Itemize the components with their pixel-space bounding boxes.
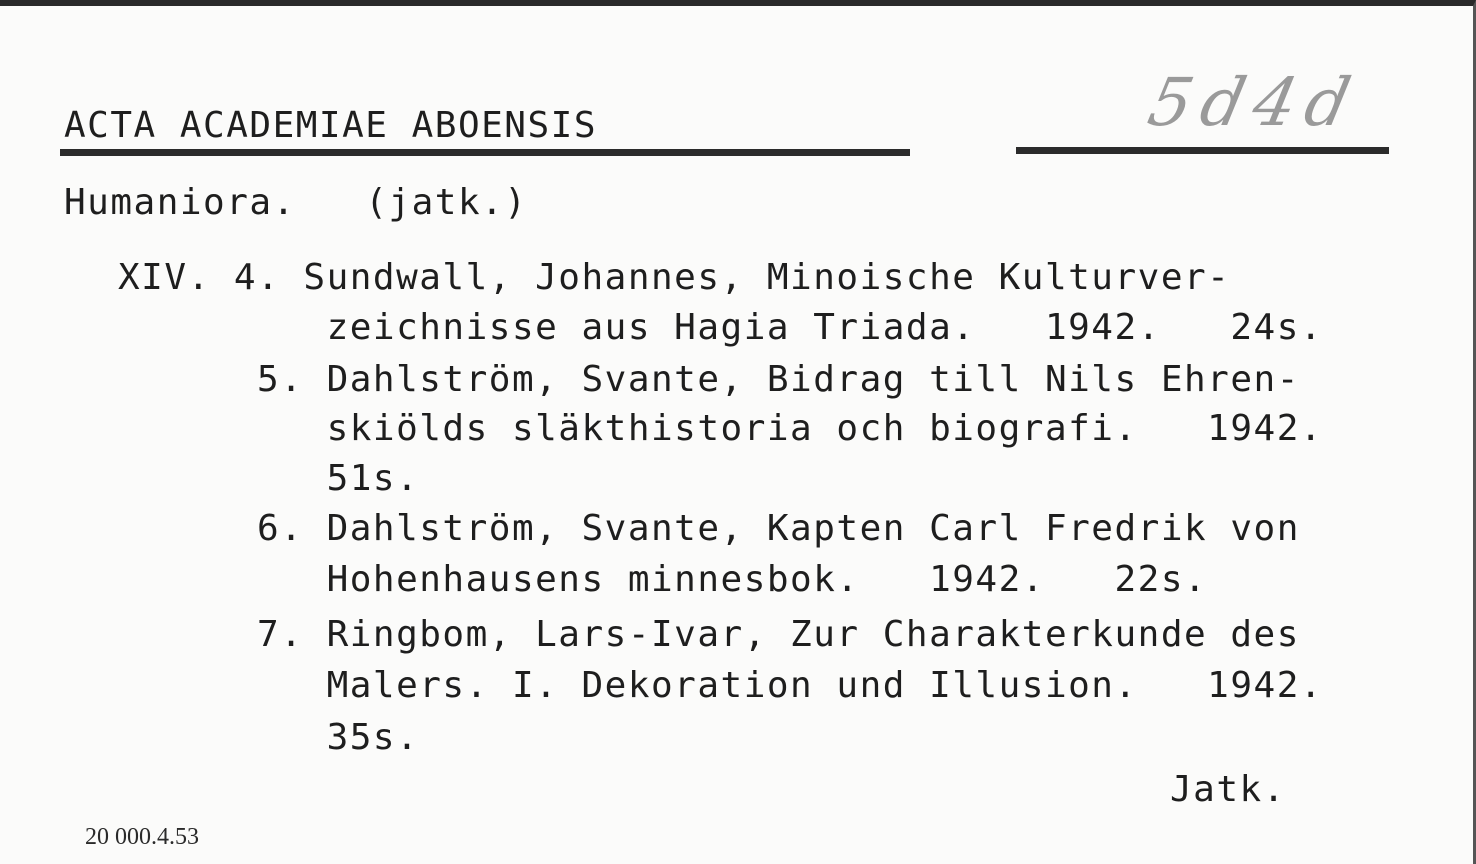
entry-line: XIV. 4. Sundwall, Johannes, Minoische Kulturver- — [118, 257, 1231, 298]
entry-line: 35s. — [118, 717, 420, 758]
entry-line: 6. Dahlström, Svante, Kapten Carl Fredrik von — [118, 508, 1300, 549]
entry-line: 5. Dahlström, Svante, Bidrag till Nils Ehren- — [118, 359, 1300, 400]
subseries-heading: Humaniora. (jatk.) — [64, 182, 528, 223]
entry-line: 51s. — [118, 458, 420, 499]
entry-line: Malers. I. Dekoration und Illusion. 1942. — [118, 665, 1324, 706]
print-code: 20 000.4.53 — [85, 824, 199, 850]
entry-line: skiölds släkthistoria och biografi. 1942. — [118, 408, 1324, 449]
entry-line: 7. Ringbom, Lars-Ivar, Zur Charakterkunde des — [118, 614, 1300, 655]
title-underline — [60, 149, 910, 156]
call-number: 5d4d — [1141, 64, 1367, 141]
entry-line: zeichnisse aus Hagia Triada. 1942. 24s. — [118, 307, 1324, 348]
series-title: ACTA ACADEMIAE ABOENSIS — [64, 105, 597, 146]
continued-note: Jatk. — [1170, 769, 1286, 810]
call-number-underline — [1016, 147, 1389, 154]
entry-line: Hohenhausens minnesbok. 1942. 22s. — [118, 559, 1208, 600]
